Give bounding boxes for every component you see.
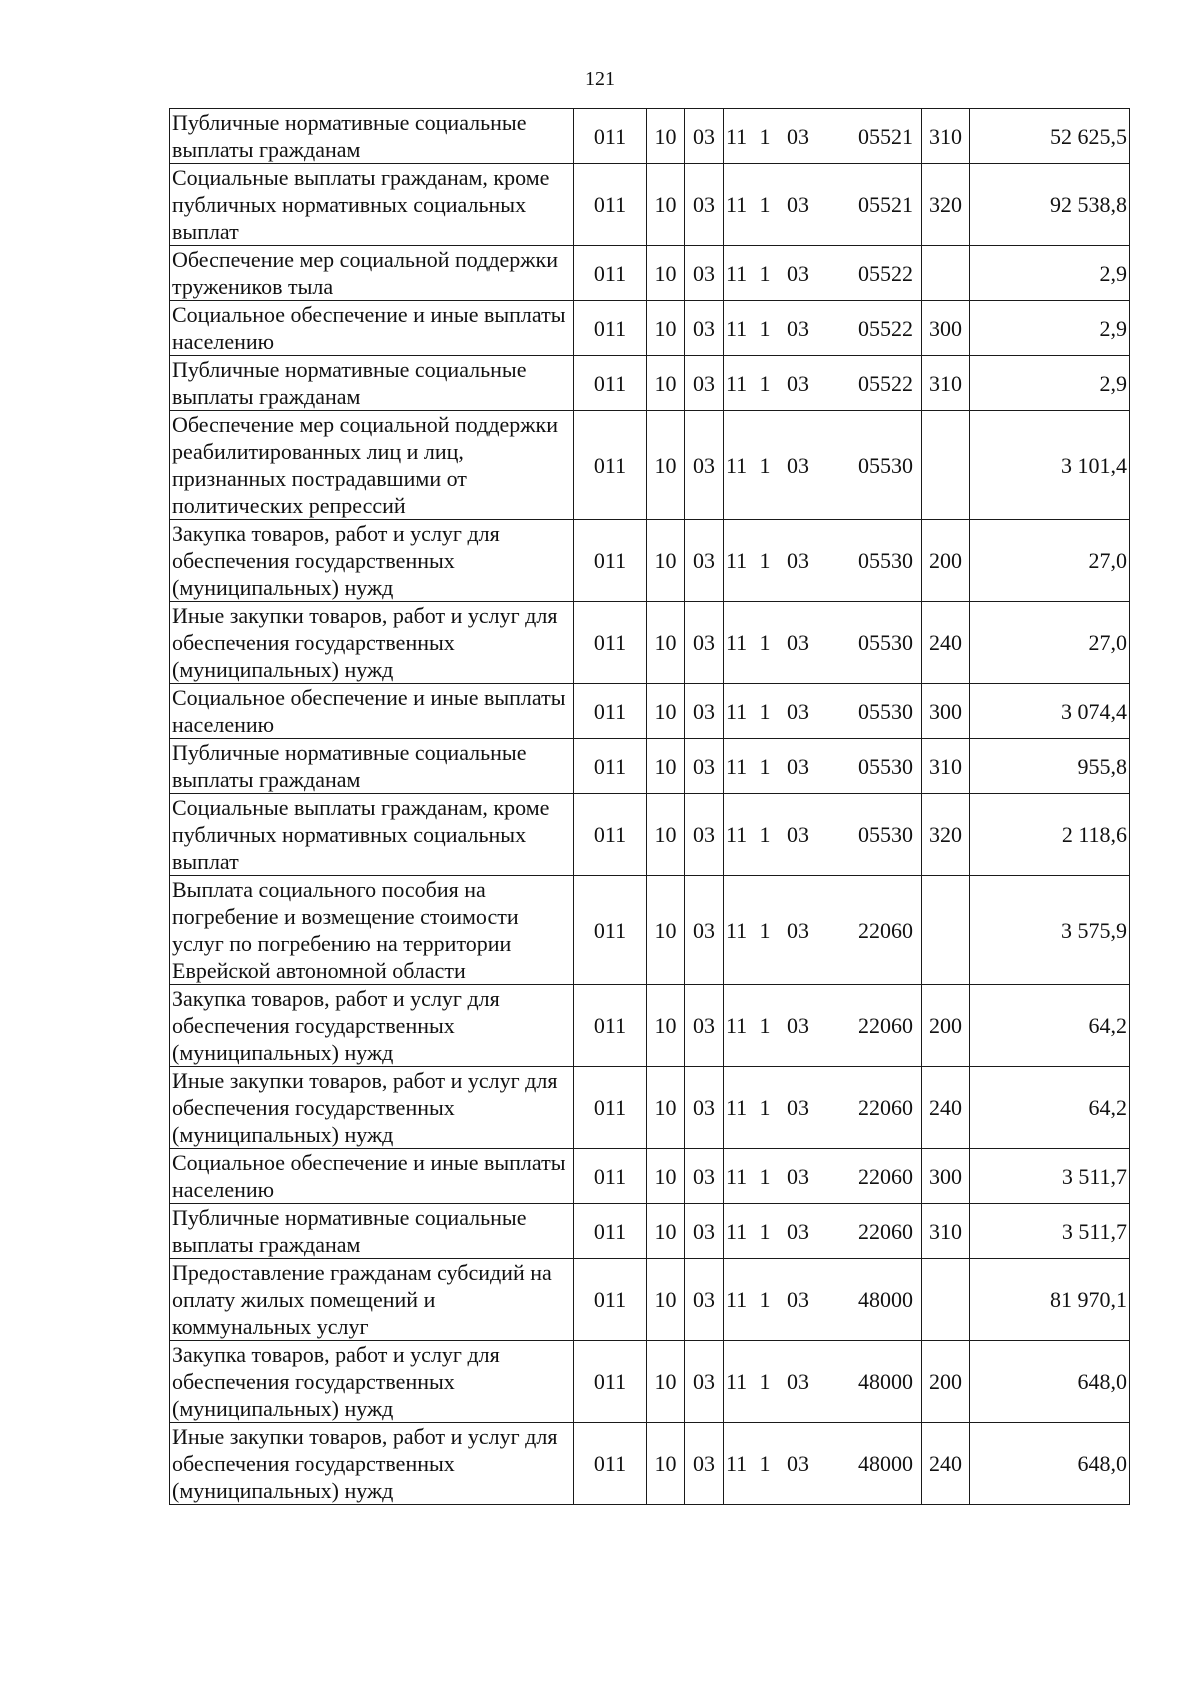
program-code-part: 03: [787, 698, 809, 724]
program-code-part: 1: [759, 753, 771, 779]
subsection-code: 03: [685, 301, 724, 356]
program-code: [726, 452, 919, 479]
subsection-code: 03: [685, 602, 724, 684]
expense-type-code: 310: [922, 356, 970, 411]
ministry-code: 011: [574, 1259, 647, 1341]
row-description: Публичные нормативные социальные выплаты гражданам: [170, 1204, 574, 1259]
row-description: Социальное обеспечение и иные выплаты населению: [170, 1149, 574, 1204]
amount: 27,0: [970, 602, 1130, 684]
ministry-code: 011: [574, 356, 647, 411]
subsection-code: 03: [685, 739, 724, 794]
program-code-part: 11: [726, 123, 748, 149]
ministry-code: 011: [574, 301, 647, 356]
amount: 27,0: [970, 520, 1130, 602]
ministry-code: 011: [574, 246, 647, 301]
program-code-part: 1: [759, 1013, 771, 1038]
row-description: Закупка товаров, работ и услуг для обеспечения государственных (муниципальных) нужд: [170, 520, 574, 602]
program-code-part: 1: [759, 1451, 771, 1476]
program-code-cell: [724, 794, 922, 876]
expense-type-code: 240: [922, 1423, 970, 1505]
program-code-part: 11: [726, 1369, 748, 1394]
ministry-code: 011: [574, 739, 647, 794]
section-code: 10: [647, 1204, 685, 1259]
amount: 2 118,6: [970, 794, 1130, 876]
program-code-part: 1: [759, 548, 771, 573]
expense-type-code: 200: [922, 520, 970, 602]
section-code: 10: [647, 164, 685, 246]
program-code-part: 11: [726, 698, 748, 724]
program-code-part: 1: [759, 1218, 771, 1244]
amount: 64,2: [970, 1067, 1130, 1149]
program-code-part: 03: [787, 1451, 809, 1476]
program-code-part: 03: [787, 1369, 809, 1394]
program-code-part: 22060: [858, 1218, 913, 1244]
program-code-part: 11: [726, 548, 748, 573]
program-code-part: 05530: [858, 548, 913, 573]
program-code-part: 03: [787, 753, 809, 779]
program-code-part: 1: [759, 1095, 771, 1120]
program-code: [726, 629, 919, 656]
expense-type-code: 300: [922, 1149, 970, 1204]
section-code: 10: [647, 1423, 685, 1505]
amount: 2,9: [970, 301, 1130, 356]
program-code: [726, 123, 919, 150]
program-code-part: 11: [726, 822, 748, 847]
row-description: Закупка товаров, работ и услуг для обеспечения государственных (муниципальных) нужд: [170, 985, 574, 1067]
program-code-part: 05530: [858, 630, 913, 655]
row-description: Обеспечение мер социальной поддержки реабилитированных лиц и лиц, признанных пострадавшими от политических репрессий: [170, 411, 574, 520]
program-code-part: 1: [759, 192, 771, 217]
row-description: Предоставление гражданам субсидий на оплату жилых помещений и коммунальных услуг: [170, 1259, 574, 1341]
table-row: [170, 1067, 1130, 1149]
subsection-code: 03: [685, 356, 724, 411]
program-code: [726, 1368, 919, 1395]
program-code-cell: [724, 1423, 922, 1505]
ministry-code: 011: [574, 1149, 647, 1204]
page-number: 121: [585, 68, 615, 90]
program-code-part: 11: [726, 1218, 748, 1244]
program-code-part: 1: [759, 698, 771, 724]
program-code: [726, 1218, 919, 1245]
program-code-part: 03: [787, 370, 809, 396]
program-code-part: 11: [726, 1451, 748, 1476]
ministry-code: 011: [574, 602, 647, 684]
table-row: [170, 1423, 1130, 1505]
program-code-cell: [724, 876, 922, 985]
program-code-cell: [724, 739, 922, 794]
section-code: 10: [647, 684, 685, 739]
section-code: 10: [647, 985, 685, 1067]
expense-type-code: [922, 1259, 970, 1341]
expense-type-code: 300: [922, 684, 970, 739]
row-description: Иные закупки товаров, работ и услуг для обеспечения государственных (муниципальных) нужд: [170, 1423, 574, 1505]
subsection-code: 03: [685, 246, 724, 301]
amount: 81 970,1: [970, 1259, 1130, 1341]
program-code-part: 11: [726, 917, 748, 943]
program-code-part: 05521: [858, 192, 913, 217]
program-code-cell: [724, 411, 922, 520]
row-description: Иные закупки товаров, работ и услуг для обеспечения государственных (муниципальных) нужд: [170, 1067, 574, 1149]
program-code-part: 05530: [858, 753, 913, 779]
table-row: [170, 520, 1130, 602]
program-code: [726, 547, 919, 574]
table-row: [170, 684, 1130, 739]
table-row: [170, 356, 1130, 411]
program-code-part: 11: [726, 260, 748, 286]
expense-type-code: [922, 411, 970, 520]
table-row: [170, 739, 1130, 794]
subsection-code: 03: [685, 1149, 724, 1204]
subsection-code: 03: [685, 520, 724, 602]
ministry-code: 011: [574, 164, 647, 246]
program-code: [726, 821, 919, 848]
amount: 3 575,9: [970, 876, 1130, 985]
row-description: Обеспечение мер социальной поддержки тружеников тыла: [170, 246, 574, 301]
program-code-part: 05530: [858, 822, 913, 847]
program-code-part: 22060: [858, 1095, 913, 1120]
amount: 3 511,7: [970, 1149, 1130, 1204]
program-code-part: 05521: [858, 123, 913, 149]
program-code-cell: [724, 301, 922, 356]
program-code-cell: [724, 246, 922, 301]
subsection-code: 03: [685, 684, 724, 739]
table-row: [170, 1149, 1130, 1204]
section-code: 10: [647, 739, 685, 794]
program-code: [726, 1094, 919, 1121]
expense-type-code: 310: [922, 739, 970, 794]
amount: 92 538,8: [970, 164, 1130, 246]
section-code: 10: [647, 602, 685, 684]
program-code-part: 11: [726, 370, 748, 396]
program-code-part: 05522: [858, 260, 913, 286]
program-code-part: 1: [759, 1287, 771, 1312]
section-code: 10: [647, 794, 685, 876]
program-code-part: 11: [726, 1163, 748, 1189]
table-row: [170, 246, 1130, 301]
program-code-part: 03: [787, 192, 809, 217]
amount: 3 074,4: [970, 684, 1130, 739]
program-code-cell: [724, 1341, 922, 1423]
row-description: Выплата социального пособия на погребение и возмещение стоимости услуг по погребению на территории Еврейской автономной области: [170, 876, 574, 985]
program-code-part: 05530: [858, 452, 913, 478]
program-code: [726, 1012, 919, 1039]
program-code-part: 11: [726, 192, 748, 217]
program-code-cell: [724, 356, 922, 411]
amount: 3 511,7: [970, 1204, 1130, 1259]
program-code-part: 1: [759, 1369, 771, 1394]
section-code: 10: [647, 1149, 685, 1204]
expense-type-code: 310: [922, 109, 970, 164]
program-code-cell: [724, 602, 922, 684]
subsection-code: 03: [685, 1423, 724, 1505]
subsection-code: 03: [685, 1067, 724, 1149]
program-code-part: 22060: [858, 1163, 913, 1189]
program-code-part: 11: [726, 452, 748, 478]
table-row: [170, 1341, 1130, 1423]
program-code-part: 05530: [858, 698, 913, 724]
program-code-part: 1: [759, 1163, 771, 1189]
section-code: 10: [647, 246, 685, 301]
section-code: 10: [647, 520, 685, 602]
program-code-part: 1: [759, 260, 771, 286]
table-row: [170, 109, 1130, 164]
program-code-cell: [724, 1204, 922, 1259]
amount: 955,8: [970, 739, 1130, 794]
program-code-part: 03: [787, 1095, 809, 1120]
section-code: 10: [647, 1067, 685, 1149]
table-body: [170, 109, 1130, 1505]
row-description: Иные закупки товаров, работ и услуг для обеспечения государственных (муниципальных) нужд: [170, 602, 574, 684]
budget-table: [169, 108, 1130, 1505]
section-code: 10: [647, 109, 685, 164]
amount: 52 625,5: [970, 109, 1130, 164]
program-code: [726, 753, 919, 780]
section-code: 10: [647, 1341, 685, 1423]
program-code-part: 03: [787, 123, 809, 149]
subsection-code: 03: [685, 985, 724, 1067]
program-code-cell: [724, 1259, 922, 1341]
section-code: 10: [647, 301, 685, 356]
program-code: [726, 1286, 919, 1313]
subsection-code: 03: [685, 876, 724, 985]
table-row: [170, 602, 1130, 684]
program-code-part: 11: [726, 315, 748, 341]
amount: 64,2: [970, 985, 1130, 1067]
program-code-part: 1: [759, 370, 771, 396]
expense-type-code: [922, 876, 970, 985]
table-row: [170, 301, 1130, 356]
program-code-part: 03: [787, 1013, 809, 1038]
section-code: 10: [647, 411, 685, 520]
ministry-code: 011: [574, 1341, 647, 1423]
row-description: Социальное обеспечение и иные выплаты населению: [170, 301, 574, 356]
expense-type-code: 200: [922, 985, 970, 1067]
program-code-part: 03: [787, 822, 809, 847]
program-code-cell: [724, 684, 922, 739]
program-code: [726, 370, 919, 397]
expense-type-code: 200: [922, 1341, 970, 1423]
program-code-cell: [724, 109, 922, 164]
ministry-code: 011: [574, 1423, 647, 1505]
ministry-code: 011: [574, 109, 647, 164]
table-row: [170, 1259, 1130, 1341]
program-code-part: 11: [726, 1013, 748, 1038]
program-code: [726, 315, 919, 342]
program-code-part: 03: [787, 315, 809, 341]
program-code-part: 11: [726, 1287, 748, 1312]
ministry-code: 011: [574, 794, 647, 876]
program-code-part: 03: [787, 548, 809, 573]
expense-type-code: 320: [922, 794, 970, 876]
program-code: [726, 917, 919, 944]
ministry-code: 011: [574, 1204, 647, 1259]
amount: 648,0: [970, 1423, 1130, 1505]
amount: 3 101,4: [970, 411, 1130, 520]
program-code-part: 22060: [858, 1013, 913, 1038]
program-code-part: 11: [726, 630, 748, 655]
ministry-code: 011: [574, 520, 647, 602]
expense-type-code: 310: [922, 1204, 970, 1259]
program-code-part: 03: [787, 917, 809, 943]
row-description: Социальные выплаты гражданам, кроме публичных нормативных социальных выплат: [170, 164, 574, 246]
expense-type-code: 240: [922, 1067, 970, 1149]
table-row: [170, 164, 1130, 246]
amount: 2,9: [970, 246, 1130, 301]
amount: 2,9: [970, 356, 1130, 411]
program-code: [726, 191, 919, 218]
subsection-code: 03: [685, 794, 724, 876]
ministry-code: 011: [574, 684, 647, 739]
expense-type-code: 320: [922, 164, 970, 246]
table-row: [170, 876, 1130, 985]
section-code: 10: [647, 876, 685, 985]
expense-type-code: 300: [922, 301, 970, 356]
program-code-part: 03: [787, 1218, 809, 1244]
amount: 648,0: [970, 1341, 1130, 1423]
subsection-code: 03: [685, 1341, 724, 1423]
row-description: Публичные нормативные социальные выплаты гражданам: [170, 356, 574, 411]
program-code-part: 03: [787, 1163, 809, 1189]
program-code-part: 48000: [858, 1287, 913, 1312]
program-code-part: 1: [759, 123, 771, 149]
subsection-code: 03: [685, 1259, 724, 1341]
program-code-part: 03: [787, 260, 809, 286]
program-code: [726, 1163, 919, 1190]
subsection-code: 03: [685, 411, 724, 520]
program-code-cell: [724, 1067, 922, 1149]
program-code: [726, 698, 919, 725]
program-code-cell: [724, 164, 922, 246]
program-code-part: 11: [726, 1095, 748, 1120]
subsection-code: 03: [685, 109, 724, 164]
row-description: Публичные нормативные социальные выплаты гражданам: [170, 109, 574, 164]
ministry-code: 011: [574, 1067, 647, 1149]
program-code-cell: [724, 520, 922, 602]
program-code-part: 1: [759, 315, 771, 341]
section-code: 10: [647, 356, 685, 411]
ministry-code: 011: [574, 985, 647, 1067]
program-code-part: 1: [759, 822, 771, 847]
program-code-cell: [724, 985, 922, 1067]
table-row: [170, 794, 1130, 876]
program-code-part: 48000: [858, 1451, 913, 1476]
expense-type-code: [922, 246, 970, 301]
row-description: Закупка товаров, работ и услуг для обеспечения государственных (муниципальных) нужд: [170, 1341, 574, 1423]
subsection-code: 03: [685, 1204, 724, 1259]
table-row: [170, 985, 1130, 1067]
program-code-part: 03: [787, 630, 809, 655]
program-code-part: 11: [726, 753, 748, 779]
program-code-part: 05522: [858, 315, 913, 341]
ministry-code: 011: [574, 411, 647, 520]
program-code-cell: [724, 1149, 922, 1204]
program-code: [726, 1450, 919, 1477]
program-code-part: 1: [759, 452, 771, 478]
table-row: [170, 411, 1130, 520]
program-code-part: 22060: [858, 917, 913, 943]
program-code-part: 1: [759, 630, 771, 655]
table-row: [170, 1204, 1130, 1259]
ministry-code: 011: [574, 876, 647, 985]
program-code-part: 48000: [858, 1369, 913, 1394]
section-code: 10: [647, 1259, 685, 1341]
program-code: [726, 260, 919, 287]
row-description: Социальные выплаты гражданам, кроме публичных нормативных социальных выплат: [170, 794, 574, 876]
subsection-code: 03: [685, 164, 724, 246]
program-code-part: 1: [759, 917, 771, 943]
program-code-part: 03: [787, 1287, 809, 1312]
program-code-part: 03: [787, 452, 809, 478]
row-description: Публичные нормативные социальные выплаты гражданам: [170, 739, 574, 794]
expense-type-code: 240: [922, 602, 970, 684]
program-code-part: 05522: [858, 370, 913, 396]
row-description: Социальное обеспечение и иные выплаты населению: [170, 684, 574, 739]
